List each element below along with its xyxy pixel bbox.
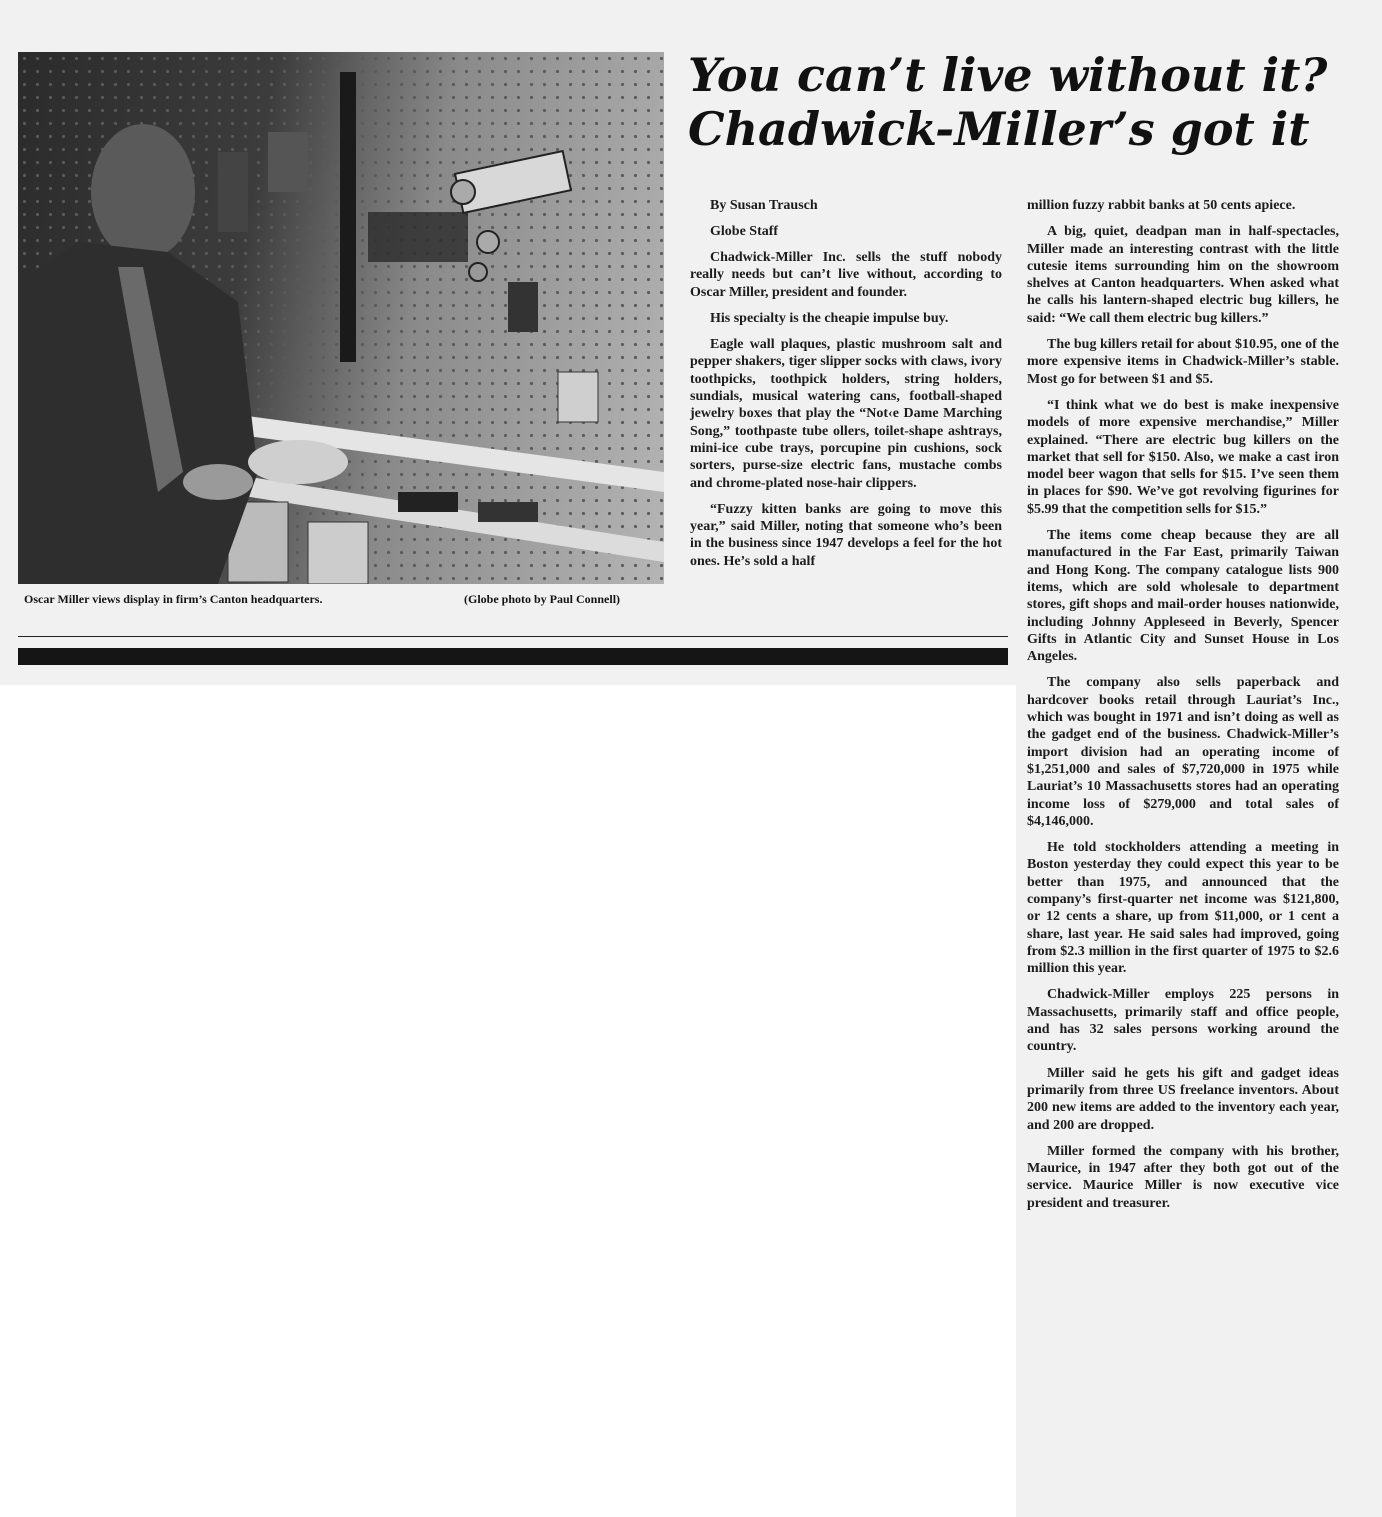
paragraph: His specialty is the cheapie impulse buy. (710, 310, 949, 326)
paragraph: The company also sells paperback and hardcover books retail through Lauriat’s Inc., which was bought in 1971 and isn’t doing as well as the gadget end of the business. Chadwick-Miller’s import division had an operating income of $1,251,000 and sales of $7,720,000 in 1975 while Lauriat’s 10 Massachusetts stores had an operating income loss of $279,000 and total sales of $4,146,000. (1027, 675, 1339, 829)
paragraph: He told stockholders attending a meeting in Boston yesterday they could expect this year to be better than 1975, and announced that the company’s first-quarter net income was $121,800, or 12 cents a share, up from $11,000, or 1 cent a share, last year. He said sales had improved, going from $2.3 million in the first quarter of 1975 to $2.6 million this year. (1027, 840, 1339, 977)
headline-line-2: Chadwick-Miller’s got it (688, 102, 1310, 156)
headline-line-1: You can’t live without it? (688, 48, 1328, 102)
paragraph: “I think what we do best is make inexpensive models of more expensive merchandise,” Miller explained. “There are electric bug killers on the market that sell for $150. Also, we make a cast iron model beer wagon that sells for $15. I’ve seen them in places for $90. We’ve got revolving figurines for $5.99 that the competition sells for $15.” (1027, 397, 1339, 517)
photo-pipe (340, 72, 356, 362)
paragraph: The bug killers retail for about $10.95, one of the more expensive items in Chadwick-Miller’s stable. Most go for between $1 and $5. (1027, 337, 1339, 387)
article-column-2 (1027, 197, 1339, 1221)
paragraph: Eagle wall plaques, plastic mushroom salt and pepper shakers, tiger slipper socks with claws, ivory toothpicks, toothpick holders, string holders, sundials, musical watering cans, football-shaped jewelry boxes that play the “Not‹e Dame Marching Song,” toothpaste tube ollers, toilet-shape ashtrays, mini-ice cube trays, porcupine pin cushions, sock sorters, purse-size electric fans, mustache combs and chrome-plated nose-hair clippers. (690, 337, 1002, 491)
photo-man-head (91, 124, 195, 260)
paragraph: “Fuzzy kitten banks are going to move this year,” said Miller, noting that someone who’s been in the business since 1947 develops a feel for the hot ones. He’s sold a half (690, 501, 1002, 569)
article-photo (18, 52, 664, 584)
thin-divider-rule (18, 636, 1008, 637)
photo-credit: (Globe photo by Paul Connell) (464, 592, 621, 606)
paragraph: A big, quiet, deadpan man in half-spectacles, Miller made an interesting contrast with the little cutesie items surrounding him on the showroom shelves at Canton headquarters. When asked what he calls his lantern-shaped electric bug killers, he said: “We call them electric bug killers.” (1027, 224, 1339, 326)
article-headline (688, 48, 1368, 156)
paragraph: Miller formed the company with his brother, Maurice, in 1947 after they both got out of the service. Maurice Miller is now executive vice president and treasurer. (1027, 1143, 1339, 1211)
paragraph: Chadwick-Miller employs 225 persons in Massachusetts, primarily staff and office people, and has 32 sales persons working around the country. (1027, 987, 1339, 1055)
byline-affiliation: Globe Staff (710, 224, 779, 239)
paragraph: Chadwick-Miller Inc. sells the stuff nobody really needs but can’t live without, according to Oscar Miller, president and founder. (690, 250, 1002, 300)
photo-illustration (18, 52, 664, 584)
paragraph: The items come cheap because they are all manufactured in the Far East, primarily Taiwan and Hong Kong. The company catalogue lists 900 items, which are sold wholesale to department stores, gift shops and mail-order houses nationwide, including Johnny Appleseed in Beverly, Spencer Gifts in Atlantic City and Sunset House in Los Angeles. (1027, 528, 1339, 665)
thick-divider-rule (18, 648, 1008, 665)
byline-author: By Susan Trausch (710, 198, 818, 213)
article-column-1 (690, 197, 1002, 579)
paragraph: million fuzzy rabbit banks at 50 cents apiece. (1027, 198, 1296, 213)
paragraph: Miller said he gets his gift and gadget ideas primarily from three US freelance inventors. About 200 new items are added to the inventory each year, and 200 are dropped. (1027, 1065, 1339, 1133)
photo-caption: Oscar Miller views display in firm’s Canton headquarters. (24, 592, 323, 606)
